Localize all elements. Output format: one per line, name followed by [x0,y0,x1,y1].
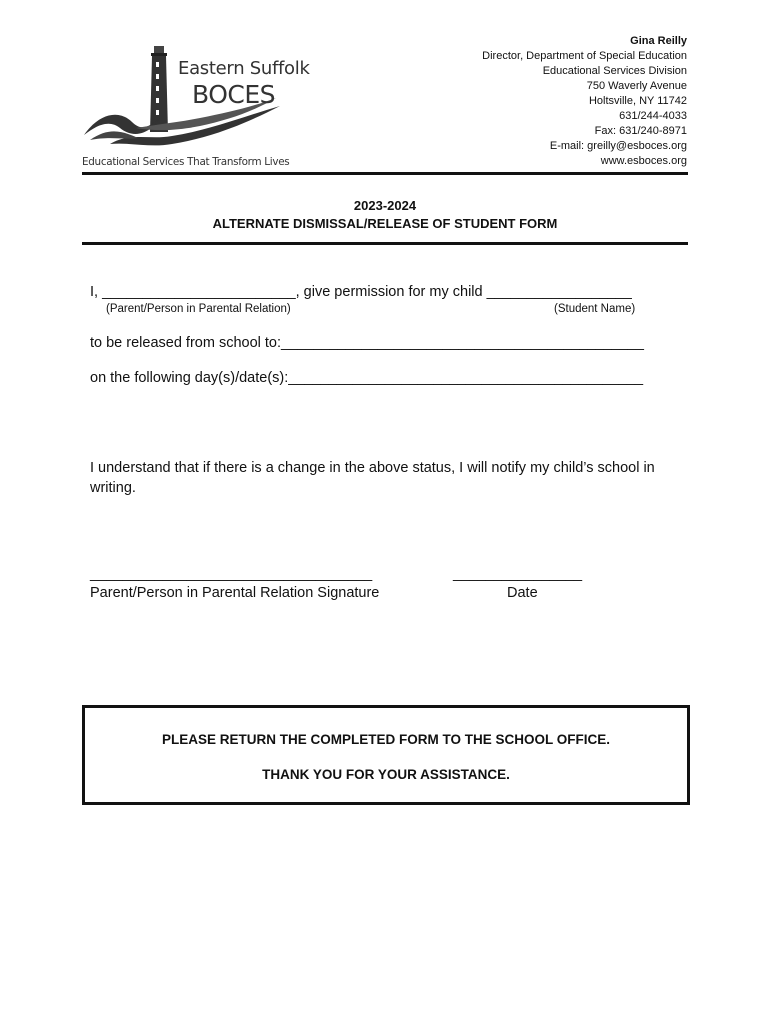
date-label: Date [507,585,538,601]
understand-statement: I understand that if there is a change in the above status, I will notify my child’s school in writing. [90,460,655,496]
return-instruction: PLEASE RETURN THE COMPLETED FORM TO THE SCHOOL OFFICE. [161,732,611,747]
contact-name: Gina Reilly [630,35,687,47]
form-title-block [82,197,688,233]
logo-tagline: Educational Services That Transform Lives [82,156,290,168]
form-title: ALTERNATE DISMISSAL/RELEASE OF STUDENT FORM [212,216,558,231]
dates-line[interactable]: on the following day(s)/date(s):____________________________________________ [90,370,644,386]
thank-you-text: THANK YOU FOR YOUR ASSISTANCE. [262,767,510,782]
header-divider-top [82,172,688,175]
logo-text-boces: BOCES [192,80,276,109]
contact-city: Holtsville, NY 11742 [588,95,687,107]
parent-caption: (Parent/Person in Parental Relation) [106,303,291,315]
contact-website[interactable]: www.esboces.org [600,155,687,167]
contact-street: 750 Waverly Avenue [586,80,687,92]
contact-division: Educational Services Division [542,65,687,77]
contact-block [482,34,687,169]
boces-logo [80,40,310,170]
signature-label: Parent/Person in Parental Relation Signature [90,585,380,601]
permission-line[interactable]: I, ________________________, give permission for my child __________________ [90,284,632,300]
date-blank[interactable]: ________________ [453,566,583,582]
signature-blank[interactable]: ___________________________________ [90,566,373,582]
header-divider-bottom [82,242,688,245]
contact-phone: 631/244-4033 [619,110,687,122]
student-caption: (Student Name) [554,303,636,315]
form-year: 2023-2024 [353,198,417,213]
contact-fax: Fax: 631/240-8971 [594,125,687,137]
contact-title: Director, Department of Special Education [482,50,687,62]
released-to-line[interactable]: to be released from school to:_____________________________________________ [90,335,644,351]
logo-text-eastern-suffolk: Eastern Suffolk [178,58,310,79]
contact-email[interactable]: E-mail: greilly@esboces.org [549,140,687,152]
return-notice-box [82,705,690,805]
